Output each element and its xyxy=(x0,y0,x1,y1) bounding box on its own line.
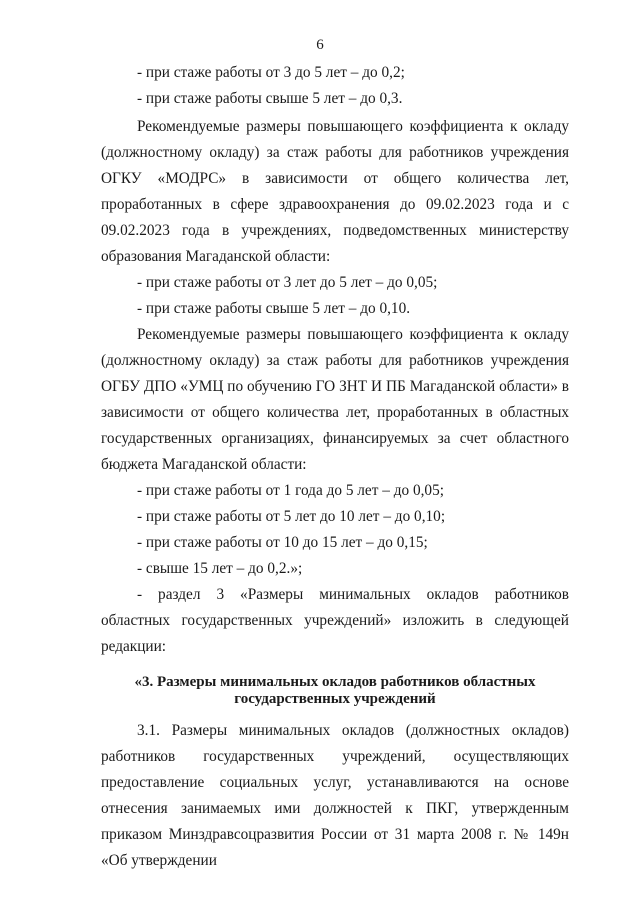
list-item-stage-over-5: - при стаже работы свыше 5 лет – до 0,3. xyxy=(137,90,403,107)
list-item-umc-over-15: - свыше 15 лет – до 0,2.»; xyxy=(137,560,303,577)
list-item-umc-1-5: - при стаже работы от 1 года до 5 лет – до 0,05; xyxy=(137,482,444,499)
document-body xyxy=(101,60,569,874)
section-heading: «3. Размеры минимальных окладов работников областных государственных учреждений xyxy=(134,674,536,707)
paragraph-section-3-amendment: - раздел 3 «Размеры минимальных окладов работников областных государственных учреждений» изложить в следующей редакции: xyxy=(101,586,569,655)
page-number: 6 xyxy=(316,37,324,53)
paragraph-modrs-coefficient: Рекомендуемые размеры повышающего коэффициента к окладу (должностному окладу) за стаж работы для работников учреждения ОГКУ «МОДРС» в зависимости от общего количества лет, проработанных в сфере здравоохранения до 09.02.2023 года и с 09.02.2023 года в учреждениях, подведомственных министерству образования Магаданской области: xyxy=(101,118,569,265)
paragraph-umc-coefficient: Рекомендуемые размеры повышающего коэффициента к окладу (должностному окладу) за стаж работы для работников учреждения ОГБУ ДПО «УМЦ по обучению ГО ЗНТ И ПБ Магаданской области» в зависимости от общего количества лет, проработанных в областных государственных организациях, финансируемых за счет областного бюджета Магаданской области: xyxy=(101,326,569,473)
list-item-modrs-over-5: - при стаже работы свыше 5 лет – до 0,10. xyxy=(137,300,411,317)
list-item-modrs-3-5: - при стаже работы от 3 лет до 5 лет – до 0,05; xyxy=(137,274,438,291)
paragraph-section-3-1: 3.1. Размеры минимальных окладов (должностных окладов) работников государственных учреждений, осуществляющих предоставление социальных услуг, устанавливаются на основе отнесения занимаемых ими должностей к ПКГ, утвержденным приказом Минздравсоцразвития России от 31 марта 2008 г. № 149н «Об утверждении xyxy=(101,722,569,869)
list-item-umc-10-15: - при стаже работы от 10 до 15 лет – до 0,15; xyxy=(137,534,428,551)
list-item-umc-5-10: - при стаже работы от 5 лет до 10 лет – до 0,10; xyxy=(137,508,446,525)
list-item-stage-3-5: - при стаже работы от 3 до 5 лет – до 0,2; xyxy=(137,64,405,81)
